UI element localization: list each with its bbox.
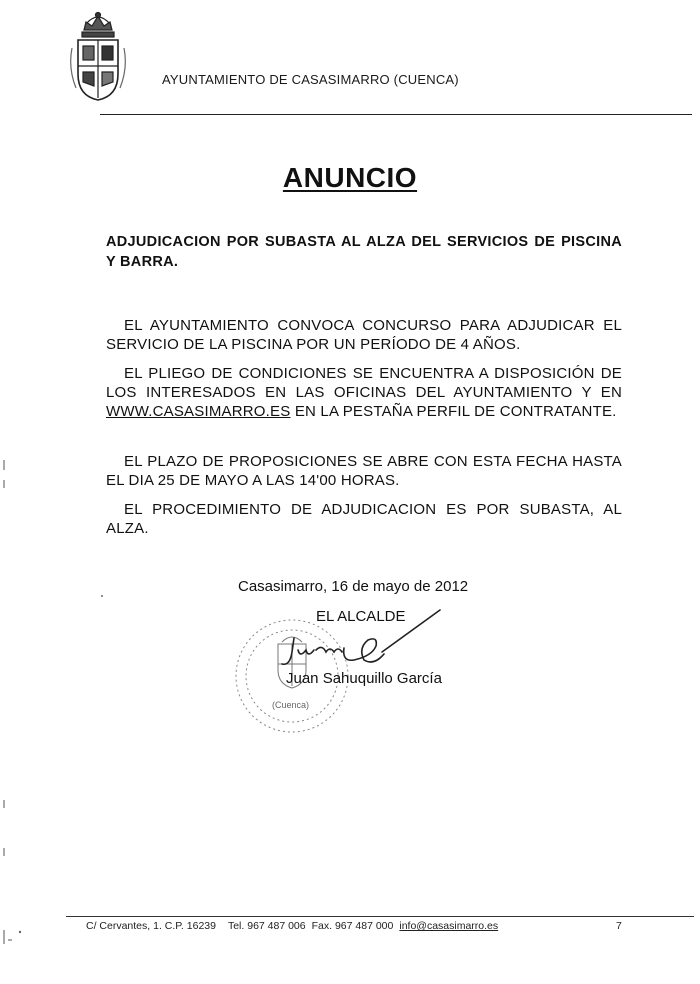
footer-email[interactable]: info@casasimarro.es	[399, 920, 499, 932]
header-organization: AYUNTAMIENTO DE CASASIMARRO (CUENCA)	[162, 72, 459, 87]
mayor-name: Juan Sahuquillo García	[286, 670, 442, 687]
footer-address: C/ Cervantes, 1. C.P. 16239	[86, 920, 216, 932]
footer-fax: Fax. 967 487 000	[311, 920, 394, 932]
seal-text: (Cuenca)	[272, 700, 310, 710]
announcement-subject: ADJUDICACION POR SUBASTA AL ALZA DEL SERVICIOS DE PISCINA Y BARRA.	[106, 234, 622, 270]
paragraph-deadline: EL PLAZO DE PROPOSICIONES SE ABRE CON ESTA FECHA HASTA EL DIA 25 DE MAYO A LAS 14'00 HORAS.	[106, 453, 622, 489]
mayor-title: EL ALCALDE	[316, 608, 406, 625]
paragraph-procedure: EL PROCEDIMIENTO DE ADJUDICACION ES POR SUBASTA, AL ALZA.	[106, 501, 622, 537]
paragraph-conditions-text: EL PLIEGO DE CONDICIONES SE ENCUENTRA A DISPOSICIÓN DE LOS INTERESADOS EN LAS OFICINAS DEL AYUNTAMIENTO Y EN	[106, 365, 622, 401]
footer-phone: Tel. 967 487 006	[227, 920, 306, 932]
paragraph-conditions-tail: EN LA PESTAÑA PERFIL DE CONTRATANTE.	[290, 403, 617, 420]
website-link[interactable]: WWW.CASASIMARRO.ES	[106, 403, 291, 420]
place-date: Casasimarro, 16 de mayo de 2012	[238, 578, 469, 595]
paragraph-convocation: EL AYUNTAMIENTO CONVOCA CONCURSO PARA ADJUDICAR EL SERVICIO DE LA PISCINA POR UN PERÍODO DE 4 AÑOS.	[106, 317, 622, 353]
page-title-text: ANUNCIO	[282, 162, 418, 193]
page-number: 7	[616, 920, 622, 932]
